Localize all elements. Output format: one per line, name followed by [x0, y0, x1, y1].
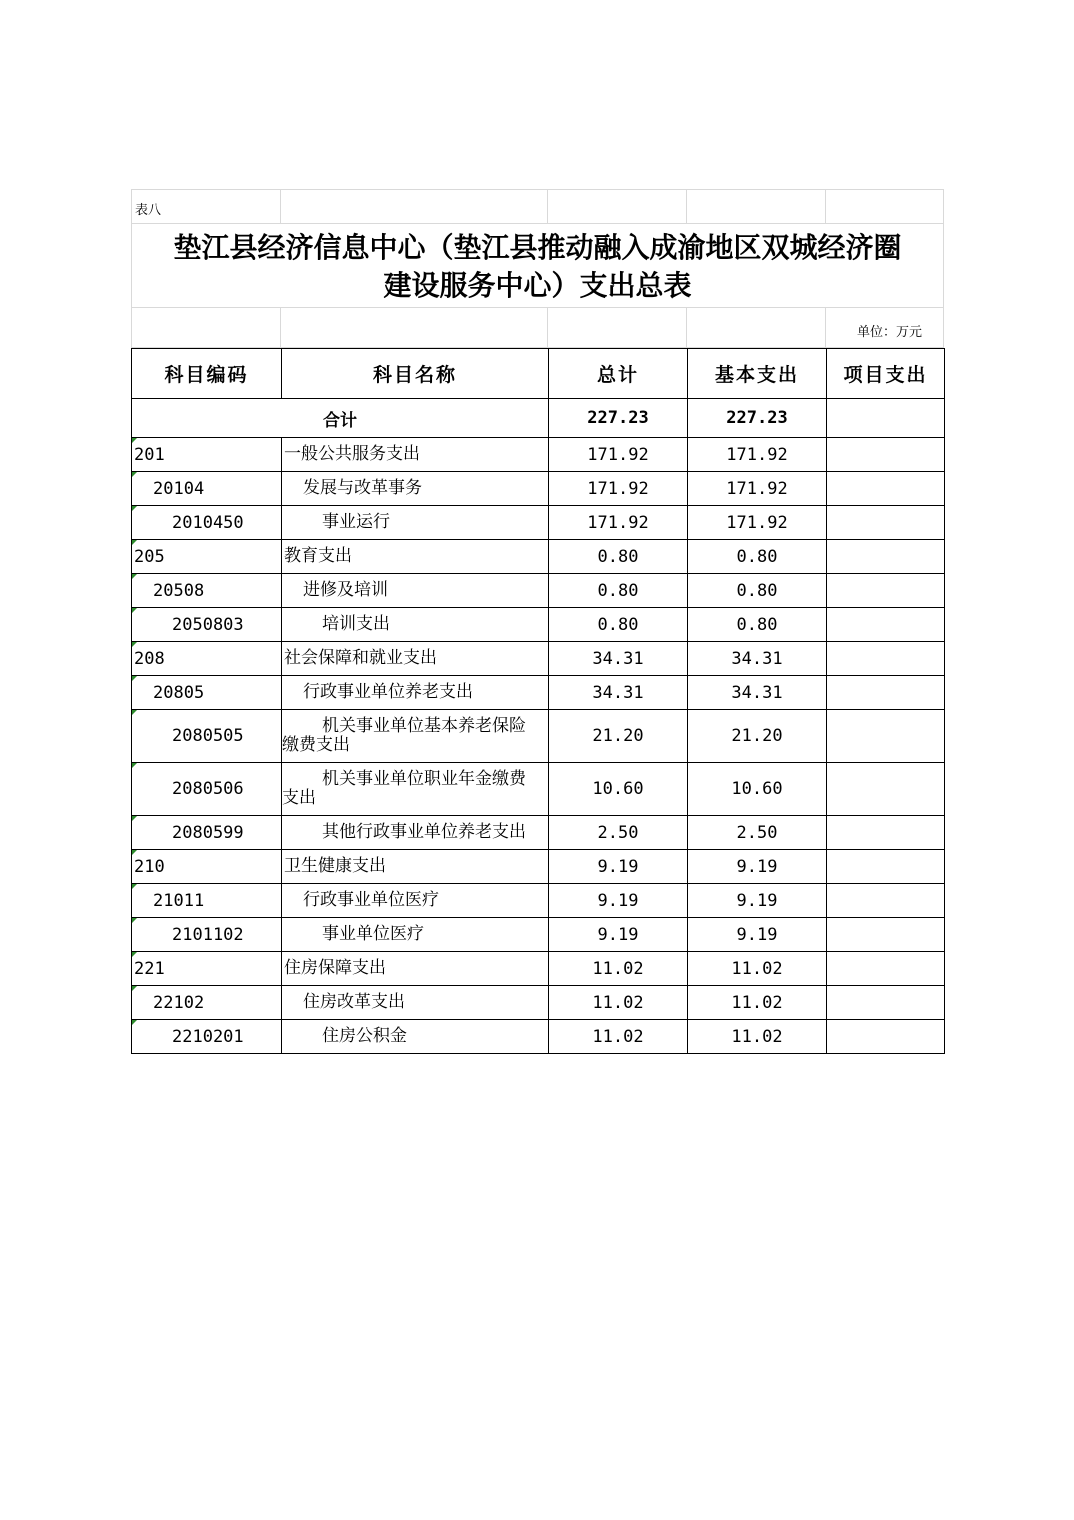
row-basic: 9.19: [688, 850, 827, 884]
header-project: 项目支出: [827, 349, 945, 399]
row-total: 0.80: [549, 574, 688, 608]
row-project: [827, 918, 945, 952]
row-name-cell: [282, 540, 549, 574]
row-code: 201: [134, 444, 165, 465]
row-name: 其他行政事业单位养老支出: [322, 822, 526, 842]
row-project: [827, 438, 945, 472]
row-total: 9.19: [549, 918, 688, 952]
row-code: 20805: [153, 682, 205, 703]
title-line-1: 垫江县经济信息中心（垫江县推动融入成渝地区双城经济圈: [173, 231, 902, 264]
row-code: 2080599: [172, 822, 244, 843]
cell-marker-icon: [132, 1020, 137, 1025]
row-total: 0.80: [549, 608, 688, 642]
table-row: [132, 952, 945, 986]
row-code: 20508: [153, 580, 205, 601]
row-basic: 171.92: [688, 506, 827, 540]
row-total: 10.60: [549, 763, 688, 816]
unit-row: [131, 308, 944, 348]
table-label: 表八: [135, 203, 162, 218]
row-name: 发展与改革事务: [303, 478, 422, 498]
unit-label: 单位：万元: [856, 325, 922, 340]
cell-marker-icon: [132, 540, 137, 545]
row-code-cell: [132, 918, 282, 952]
table-row: [132, 1020, 945, 1054]
row-code-cell: [132, 574, 282, 608]
row-code: 205: [134, 546, 165, 567]
row-code-cell: [132, 540, 282, 574]
row-project: [827, 850, 945, 884]
cell-marker-icon: [132, 952, 137, 957]
row-project: [827, 710, 945, 763]
row-total: 171.92: [549, 438, 688, 472]
row-basic: 11.02: [688, 986, 827, 1020]
row-total: 9.19: [549, 884, 688, 918]
table-row: [132, 763, 945, 816]
row-name: 一般公共服务支出: [284, 444, 420, 464]
row-code: 2010450: [172, 512, 244, 533]
row-name-cell: [282, 816, 549, 850]
table-row: [132, 710, 945, 763]
row-project: [827, 608, 945, 642]
row-total: 0.80: [549, 540, 688, 574]
table-row: [132, 918, 945, 952]
row-basic: 2.50: [688, 816, 827, 850]
cell-marker-icon: [132, 850, 137, 855]
row-total: 21.20: [549, 710, 688, 763]
total-project: [827, 399, 945, 438]
row-code-cell: [132, 816, 282, 850]
row-project: [827, 884, 945, 918]
row-name: 卫生健康支出: [284, 856, 386, 876]
cell-marker-icon: [132, 884, 137, 889]
row-basic: 34.31: [688, 642, 827, 676]
row-name-cell: [282, 850, 549, 884]
row-code: 2080506: [172, 779, 244, 799]
row-total: 171.92: [549, 472, 688, 506]
expenditure-sheet: [131, 189, 944, 1054]
row-code: 22102: [153, 992, 205, 1013]
header-total: 总计: [549, 349, 688, 399]
row-name-cell: [282, 952, 549, 986]
row-basic: 10.60: [688, 763, 827, 816]
row-name: 事业运行: [322, 512, 390, 532]
row-total: 2.50: [549, 816, 688, 850]
row-code-cell: [132, 608, 282, 642]
row-name: 住房公积金: [322, 1026, 407, 1046]
row-name-cell: [282, 986, 549, 1020]
table-row: [132, 472, 945, 506]
row-code-cell: [132, 506, 282, 540]
row-code-cell: [132, 763, 282, 816]
row-total: 11.02: [549, 952, 688, 986]
total-row: [132, 399, 945, 438]
table-row: [132, 506, 945, 540]
total-label: 合计: [132, 399, 549, 438]
row-name-cell: [282, 710, 549, 763]
row-total: 11.02: [549, 986, 688, 1020]
header-code: 科目编码: [132, 349, 282, 399]
row-name-cell: [282, 642, 549, 676]
row-name: 社会保障和就业支出: [284, 648, 437, 668]
table-row: [132, 608, 945, 642]
row-code: 221: [134, 958, 165, 979]
cell-marker-icon: [132, 816, 137, 821]
expenditure-table: [131, 348, 945, 1054]
row-basic: 9.19: [688, 884, 827, 918]
row-code: 2210201: [172, 1026, 244, 1047]
cell-marker-icon: [132, 472, 137, 477]
sheet-label-row: [131, 189, 944, 224]
total-basic: 227.23: [688, 399, 827, 438]
row-project: [827, 574, 945, 608]
table-row: [132, 986, 945, 1020]
page-title: [131, 224, 944, 308]
header-basic: 基本支出: [688, 349, 827, 399]
row-code: 208: [134, 648, 165, 669]
row-total: 171.92: [549, 506, 688, 540]
row-name: 事业单位医疗: [322, 924, 424, 944]
row-project: [827, 506, 945, 540]
cell-marker-icon: [132, 642, 137, 647]
table-row: [132, 540, 945, 574]
row-total: 11.02: [549, 1020, 688, 1054]
row-code-cell: [132, 438, 282, 472]
row-project: [827, 816, 945, 850]
row-project: [827, 763, 945, 816]
row-total: 34.31: [549, 676, 688, 710]
table-row: [132, 850, 945, 884]
row-code-cell: [132, 986, 282, 1020]
row-code-cell: [132, 676, 282, 710]
row-name-cell: [282, 472, 549, 506]
row-code-cell: [132, 710, 282, 763]
row-name-cell: [282, 608, 549, 642]
row-project: [827, 642, 945, 676]
cell-marker-icon: [132, 710, 137, 715]
row-basic: 171.92: [688, 472, 827, 506]
row-basic: 21.20: [688, 710, 827, 763]
row-code-cell: [132, 642, 282, 676]
header-name: 科目名称: [282, 349, 549, 399]
row-project: [827, 986, 945, 1020]
row-code-cell: [132, 1020, 282, 1054]
row-name-cell: [282, 884, 549, 918]
row-name-cell: [282, 676, 549, 710]
row-project: [827, 952, 945, 986]
row-basic: 0.80: [688, 608, 827, 642]
row-name-cell: [282, 438, 549, 472]
row-project: [827, 540, 945, 574]
row-code: 2080505: [172, 726, 244, 746]
row-basic: 0.80: [688, 574, 827, 608]
cell-marker-icon: [132, 676, 137, 681]
row-name-cell: [282, 574, 549, 608]
row-name: 行政事业单位养老支出: [303, 682, 473, 702]
row-name: 住房改革支出: [303, 992, 405, 1012]
row-code: 20104: [153, 478, 205, 499]
table-row: [132, 574, 945, 608]
row-name: 教育支出: [284, 546, 352, 566]
table-row: [132, 816, 945, 850]
row-name: 机关事业单位基本养老保险缴费支出: [282, 716, 526, 755]
row-project: [827, 676, 945, 710]
title-line-2: 建设服务中心）支出总表: [383, 269, 692, 302]
row-code: 2050803: [172, 614, 244, 635]
row-basic: 171.92: [688, 438, 827, 472]
row-name: 培训支出: [322, 614, 390, 634]
cell-marker-icon: [132, 608, 137, 613]
cell-marker-icon: [132, 574, 137, 579]
row-basic: 0.80: [688, 540, 827, 574]
table-row: [132, 676, 945, 710]
row-name-cell: [282, 1020, 549, 1054]
row-code-cell: [132, 472, 282, 506]
row-code-cell: [132, 850, 282, 884]
row-name-cell: [282, 506, 549, 540]
row-name: 住房保障支出: [284, 958, 386, 978]
row-project: [827, 1020, 945, 1054]
cell-marker-icon: [132, 506, 137, 511]
row-basic: 9.19: [688, 918, 827, 952]
header-row: [132, 349, 945, 399]
row-name-cell: [282, 918, 549, 952]
table-row: [132, 884, 945, 918]
row-name: 机关事业单位职业年金缴费支出: [282, 769, 526, 808]
table-row: [132, 642, 945, 676]
cell-marker-icon: [132, 986, 137, 991]
row-project: [827, 472, 945, 506]
cell-marker-icon: [132, 918, 137, 923]
row-code: 21011: [153, 890, 205, 911]
row-code-cell: [132, 884, 282, 918]
row-code-cell: [132, 952, 282, 986]
table-row: [132, 438, 945, 472]
row-name: 进修及培训: [303, 580, 388, 600]
row-code: 210: [134, 856, 165, 877]
row-code: 2101102: [172, 924, 244, 945]
row-basic: 11.02: [688, 1020, 827, 1054]
row-name: 行政事业单位医疗: [303, 890, 439, 910]
row-total: 9.19: [549, 850, 688, 884]
cell-marker-icon: [132, 438, 137, 443]
row-basic: 34.31: [688, 676, 827, 710]
cell-marker-icon: [132, 763, 137, 768]
row-basic: 11.02: [688, 952, 827, 986]
row-total: 34.31: [549, 642, 688, 676]
row-name-cell: [282, 763, 549, 816]
total-total: 227.23: [549, 399, 688, 438]
